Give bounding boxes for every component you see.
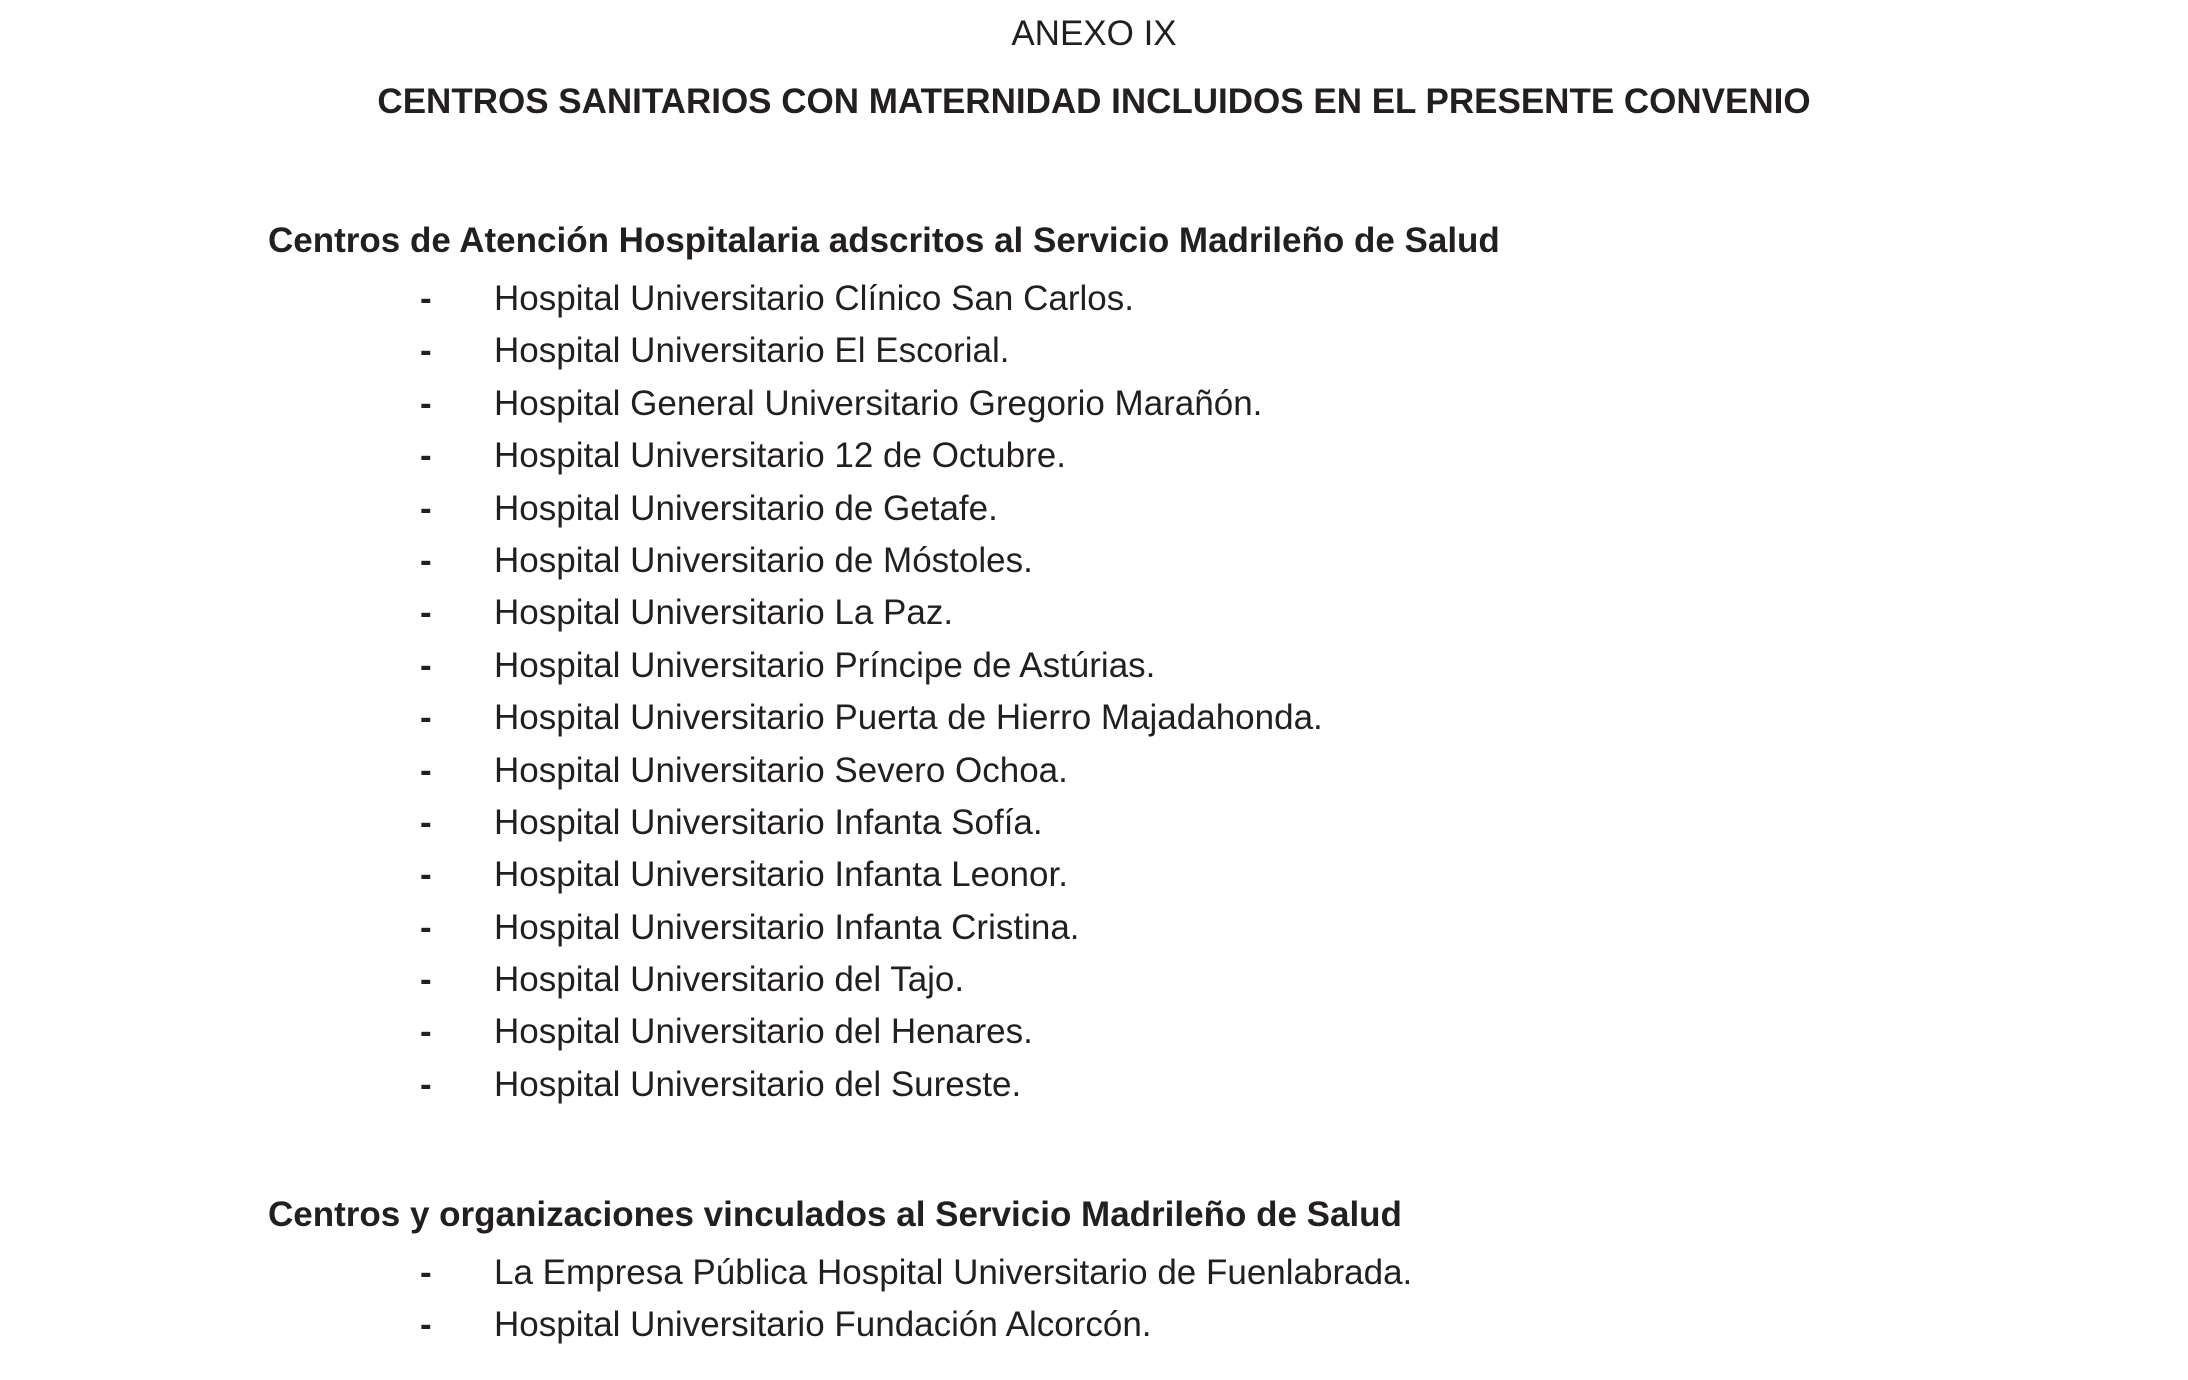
list-bullet: - xyxy=(420,540,432,580)
list-item xyxy=(0,1010,2188,1062)
list-bullet: - xyxy=(420,855,432,895)
list-item xyxy=(0,277,2188,329)
list-item-text: Hospital Universitario Fundación Alcorcón. xyxy=(494,1305,1152,1345)
list-item xyxy=(0,382,2188,434)
list-bullet: - xyxy=(420,1064,432,1104)
list-item-text: Hospital Universitario de Móstoles. xyxy=(494,540,1033,580)
list-bullet: - xyxy=(420,645,432,685)
list-item-text: Hospital Universitario del Tajo. xyxy=(494,960,965,1000)
list-item-text: Hospital Universitario Clínico San Carlos. xyxy=(494,279,1134,318)
list-bullet: - xyxy=(420,279,432,318)
list-item xyxy=(0,434,2188,486)
list-item xyxy=(0,1063,2188,1115)
list-item-text: Hospital Universitario Puerta de Hierro Majadahonda. xyxy=(494,698,1323,738)
list-item-text: Hospital Universitario Infanta Sofía. xyxy=(494,802,1043,842)
list-bullet: - xyxy=(420,1305,432,1345)
list-item xyxy=(0,591,2188,643)
section-hospital-centers xyxy=(0,219,2188,1115)
list-bullet: - xyxy=(420,331,432,371)
list-item-text: Hospital Universitario de Getafe. xyxy=(494,488,998,528)
hospital-list xyxy=(0,277,2188,1115)
list-bullet: - xyxy=(420,698,432,738)
list-item-text: Hospital Universitario del Sureste. xyxy=(494,1064,1022,1104)
list-item xyxy=(0,1303,2188,1355)
list-item-text: Hospital Universitario Severo Ochoa. xyxy=(494,750,1068,790)
list-item xyxy=(0,958,2188,1010)
list-item-text: Hospital Universitario Infanta Cristina. xyxy=(494,907,1080,947)
organization-list xyxy=(0,1251,2188,1356)
document-title: CENTROS SANITARIOS CON MATERNIDAD INCLUIDOS EN EL PRESENTE CONVENIO xyxy=(377,82,1811,121)
list-bullet: - xyxy=(420,593,432,633)
list-bullet: - xyxy=(420,383,432,423)
list-item-text: Hospital Universitario 12 de Octubre. xyxy=(494,436,1066,476)
section-heading: Centros de Atención Hospitalaria adscritos al Servicio Madrileño de Salud xyxy=(268,221,1500,260)
section-linked-organizations xyxy=(0,1193,2188,1356)
list-item-text: Hospital Universitario Infanta Leonor. xyxy=(494,855,1068,895)
list-item xyxy=(0,329,2188,381)
list-item xyxy=(0,644,2188,696)
section-heading: Centros y organizaciones vinculados al Servicio Madrileño de Salud xyxy=(268,1195,1402,1234)
list-bullet: - xyxy=(420,436,432,476)
list-bullet: - xyxy=(420,802,432,842)
list-item xyxy=(0,487,2188,539)
list-item xyxy=(0,853,2188,905)
list-item-text: Hospital Universitario del Henares. xyxy=(494,1012,1033,1052)
list-item xyxy=(0,539,2188,591)
list-item-text: Hospital Universitario Príncipe de Astúrias. xyxy=(494,645,1156,685)
list-item xyxy=(0,1251,2188,1303)
list-item-text: La Empresa Pública Hospital Universitario de Fuenlabrada. xyxy=(494,1253,1413,1292)
list-bullet: - xyxy=(420,488,432,528)
list-item-text: Hospital Universitario La Paz. xyxy=(494,593,954,633)
list-item xyxy=(0,906,2188,958)
list-bullet: - xyxy=(420,907,432,947)
list-bullet: - xyxy=(420,1012,432,1052)
list-bullet: - xyxy=(420,960,432,1000)
list-item xyxy=(0,801,2188,853)
list-bullet: - xyxy=(420,1253,432,1292)
list-item xyxy=(0,749,2188,801)
annex-number: ANEXO IX xyxy=(1011,14,1177,53)
list-item-text: Hospital Universitario El Escorial. xyxy=(494,331,1010,371)
list-bullet: - xyxy=(420,750,432,790)
list-item-text: Hospital General Universitario Gregorio Marañón. xyxy=(494,383,1263,423)
list-item xyxy=(0,696,2188,748)
